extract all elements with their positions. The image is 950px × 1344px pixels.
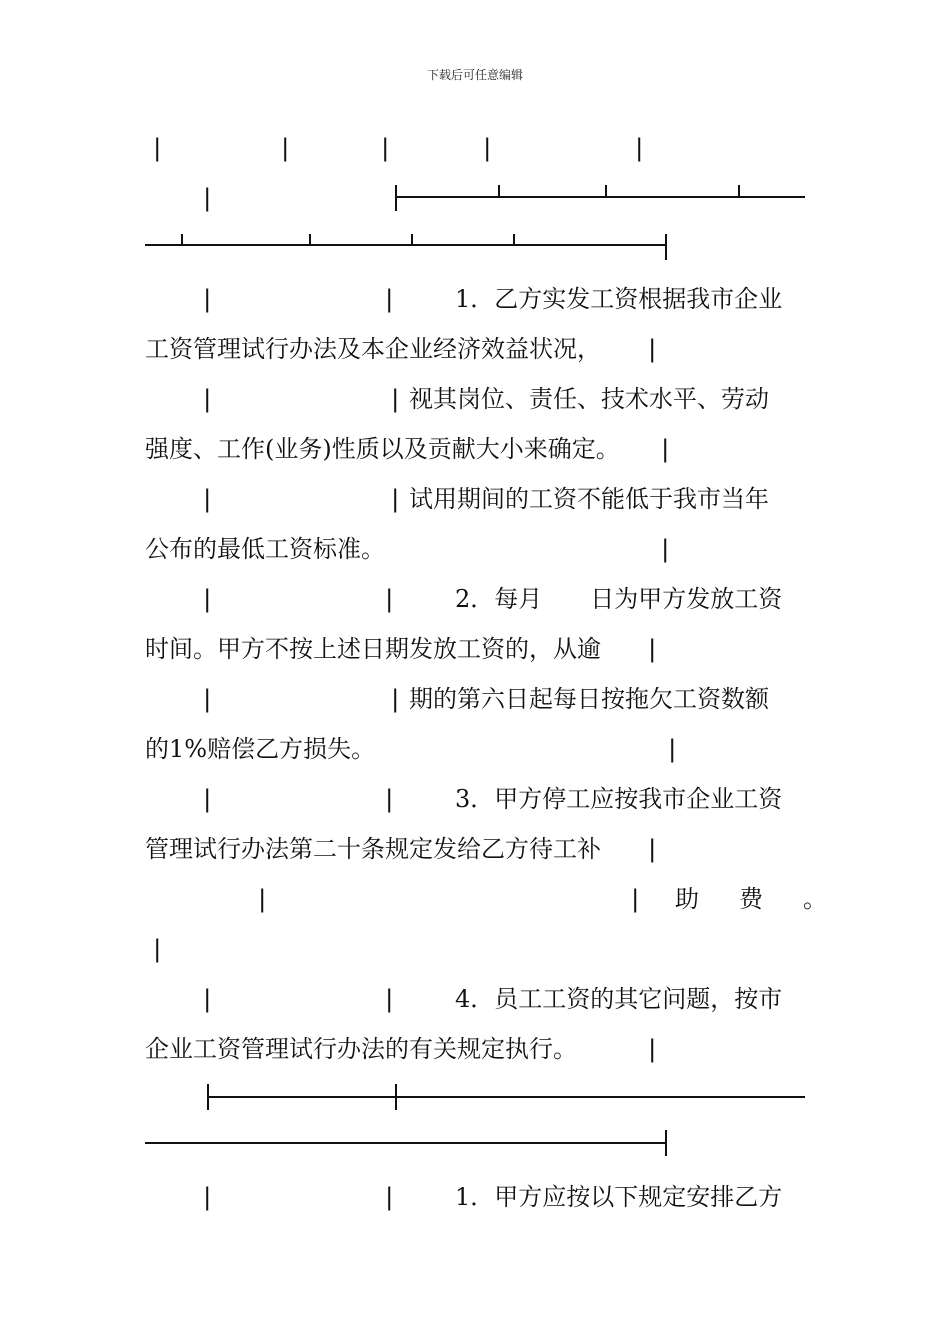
table-border: | bbox=[665, 735, 680, 763]
table-border: | bbox=[388, 685, 403, 713]
table-border bbox=[309, 234, 311, 245]
clause-text: 企业工资管理试行办法的有关规定执行。 bbox=[145, 1035, 577, 1063]
table-border: | bbox=[378, 134, 393, 162]
clause-text: 试用期间的工资不能低于我市当年 bbox=[409, 485, 769, 513]
clause-text: 管理试行办法第二十条规定发给乙方待工补 bbox=[145, 835, 601, 863]
table-border: | bbox=[200, 585, 215, 613]
table-border: | bbox=[645, 1035, 660, 1063]
table-border: | bbox=[382, 985, 397, 1013]
table-border bbox=[181, 234, 183, 245]
table-border: | bbox=[200, 385, 215, 413]
clause-text: 3．甲方停工应按我市企业工资 bbox=[455, 785, 783, 813]
clause-text: 强度、工作(业务)性质以及贡献大小来确定。 bbox=[145, 435, 620, 463]
clause-text: 助 费 。 bbox=[675, 885, 835, 913]
table-border bbox=[605, 185, 607, 197]
table-border bbox=[498, 185, 500, 197]
table-border: | bbox=[382, 585, 397, 613]
table-border: | bbox=[200, 785, 215, 813]
clause-text: 2．每月 日为甲方发放工资 bbox=[455, 585, 783, 613]
clause-text: 的1%赔偿乙方损失。 bbox=[145, 735, 376, 763]
table-border: | bbox=[480, 134, 495, 162]
table-border: | bbox=[388, 485, 403, 513]
table-border bbox=[738, 185, 740, 197]
table-border: | bbox=[628, 885, 643, 913]
table-rule bbox=[145, 1142, 667, 1144]
table-border bbox=[395, 185, 397, 211]
table-border bbox=[665, 1130, 667, 1156]
table-rule bbox=[207, 1096, 805, 1098]
table-border: | bbox=[200, 285, 215, 313]
clause-text: 期的第六日起每日按拖欠工资数额 bbox=[409, 685, 769, 713]
table-border bbox=[513, 234, 515, 245]
table-border bbox=[395, 1084, 397, 1110]
table-border bbox=[411, 234, 413, 245]
table-rule bbox=[145, 244, 667, 246]
table-border: | bbox=[150, 134, 165, 162]
table-border: | bbox=[658, 435, 673, 463]
table-border: | bbox=[200, 685, 215, 713]
table-border: | bbox=[382, 1183, 397, 1211]
table-border: | bbox=[645, 335, 660, 363]
table-border: | bbox=[200, 485, 215, 513]
table-border: | bbox=[200, 1183, 215, 1211]
clause-text: 1．乙方实发工资根据我市企业 bbox=[455, 285, 783, 313]
clause-text: 1．甲方应按以下规定安排乙方 bbox=[455, 1183, 783, 1211]
clause-text: 公布的最低工资标准。 bbox=[145, 535, 385, 563]
table-border bbox=[665, 234, 667, 260]
table-border: | bbox=[645, 635, 660, 663]
table-border: | bbox=[382, 785, 397, 813]
table-border: | bbox=[388, 385, 403, 413]
clause-text: 4．员工工资的其它问题，按市 bbox=[455, 985, 783, 1013]
table-border: | bbox=[382, 285, 397, 313]
table-rule bbox=[395, 196, 805, 198]
table-border: | bbox=[632, 134, 647, 162]
table-border: | bbox=[150, 935, 165, 963]
clause-text: 时间。甲方不按上述日期发放工资的，从逾 bbox=[145, 635, 601, 663]
table-border: | bbox=[658, 535, 673, 563]
table-border: | bbox=[200, 985, 215, 1013]
table-border: | bbox=[278, 134, 293, 162]
clause-text: 视其岗位、责任、技术水平、劳动 bbox=[409, 385, 769, 413]
page-header: 下载后可任意编辑 bbox=[426, 68, 523, 82]
table-border: | bbox=[200, 184, 215, 212]
clause-text: 工资管理试行办法及本企业经济效益状况， bbox=[145, 335, 601, 363]
table-border: | bbox=[255, 885, 270, 913]
table-border: | bbox=[645, 835, 660, 863]
